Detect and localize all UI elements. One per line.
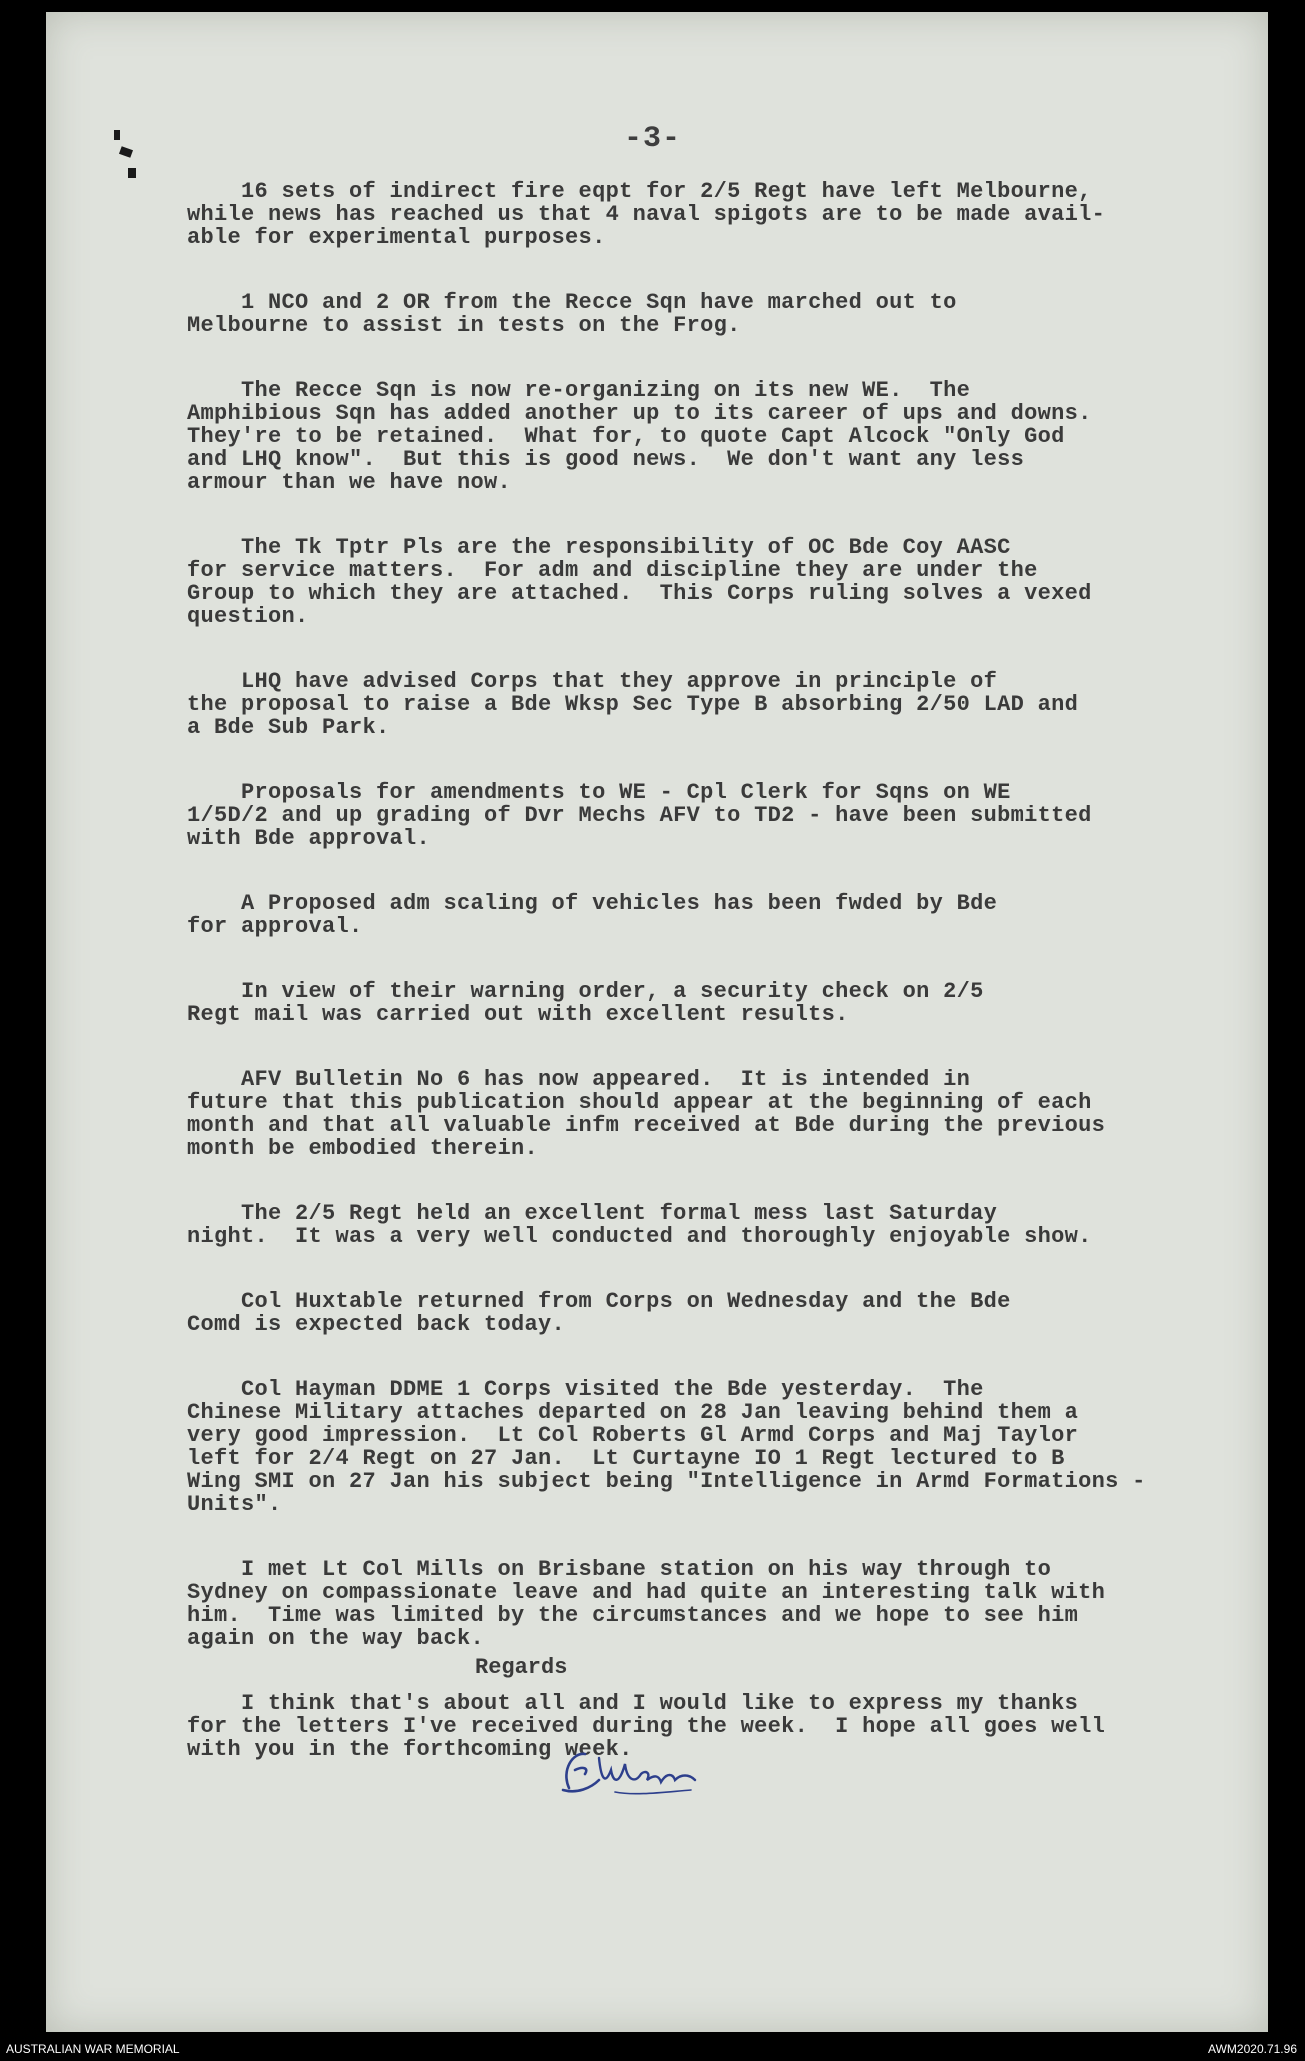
closing-regards: Regards (475, 1655, 568, 1680)
paragraph-col-huxtable: Col Huxtable returned from Corps on Wednesday and the Bde Comd is expected back today. (187, 1289, 1011, 1337)
paragraph-afv-bulletin: AFV Bulletin No 6 has now appeared. It is intended in future that this publication should appear at the beginning of each month and that all valuable infm received at Bde during the previous month be embodied therein. (187, 1067, 1106, 1161)
handwritten-signature (555, 1730, 715, 1810)
paragraph-vehicle-scaling: A Proposed adm scaling of vehicles has been fwded by Bde for approval. (187, 891, 998, 939)
paragraph-col-hayman-visit: Col Hayman DDME 1 Corps visited the Bde yesterday. The Chinese Military attaches departed on 28 Jan leaving behind them a very good impression. Lt Col Roberts Gl Armd Corps and Maj Taylor left for 2/4 Regt on 27 Jan. Lt Curtayne IO 1 Regt lectured to B Wing SMI on 27 Jan his subject being "Intelligence in Armd Formations - Units". (187, 1377, 1146, 1517)
archive-footer (0, 2037, 1305, 2061)
paragraph-closing-thanks: I think that's about all and I would like to express my thanks for the letters I've received during the week. I hope all goes well with you in the forthcoming week. (187, 1691, 1106, 1762)
footer-accession-number: AWM2020.71.96 (1208, 2042, 1297, 2056)
memo-body (187, 180, 1247, 1803)
footer-institution: AUSTRALIAN WAR MEMORIAL (6, 2042, 180, 2056)
paragraph-recce-reorganizing: The Recce Sqn is now re-organizing on its new WE. The Amphibious Sqn has added another up to its career of ups and downs. They're to be retained. What for, to quote Capt Alcock "Only God and LHQ know". But this is good news. We don't want any less armour than we have now. (187, 378, 1092, 495)
paragraph-lt-col-mills: I met Lt Col Mills on Brisbane station on his way through to Sydney on compassionate leave and had quite an interesting talk with him. Time was limited by the circumstances and we hope to see him again on the way back. (187, 1557, 1106, 1651)
paragraph-formal-mess: The 2/5 Regt held an excellent formal mess last Saturday night. It was a very well conducted and thoroughly enjoyable show. (187, 1201, 1092, 1249)
paragraph-tk-tptr-pls: The Tk Tptr Pls are the responsibility of OC Bde Coy AASC for service matters. For adm and discipline they are under the Group to which they are attached. This Corps ruling solves a vexed question. (187, 535, 1092, 629)
paragraph-recce-sqn-frog: 1 NCO and 2 OR from the Recce Sqn have marched out to Melbourne to assist in tests on the Frog. (187, 290, 957, 338)
page-number: -3- (623, 122, 681, 156)
paragraph-indirect-fire-eqpt: 16 sets of indirect fire eqpt for 2/5 Regt have left Melbourne, while news has reached us that 4 naval spigots are to be made avail- able for experimental purposes. (187, 179, 1106, 250)
paragraph-security-check: In view of their warning order, a security check on 2/5 Regt mail was carried out with excellent results. (187, 979, 984, 1027)
paragraph-we-amendments: Proposals for amendments to WE - Cpl Clerk for Sqns on WE 1/5D/2 and up grading of Dvr Mechs AFV to TD2 - have been submitted with Bde approval. (187, 780, 1092, 851)
paragraph-lhq-wksp-sec: LHQ have advised Corps that they approve in principle of the proposal to raise a Bde Wksp Sec Type B absorbing 2/50 LAD and a Bde Sub Park. (187, 669, 1079, 740)
